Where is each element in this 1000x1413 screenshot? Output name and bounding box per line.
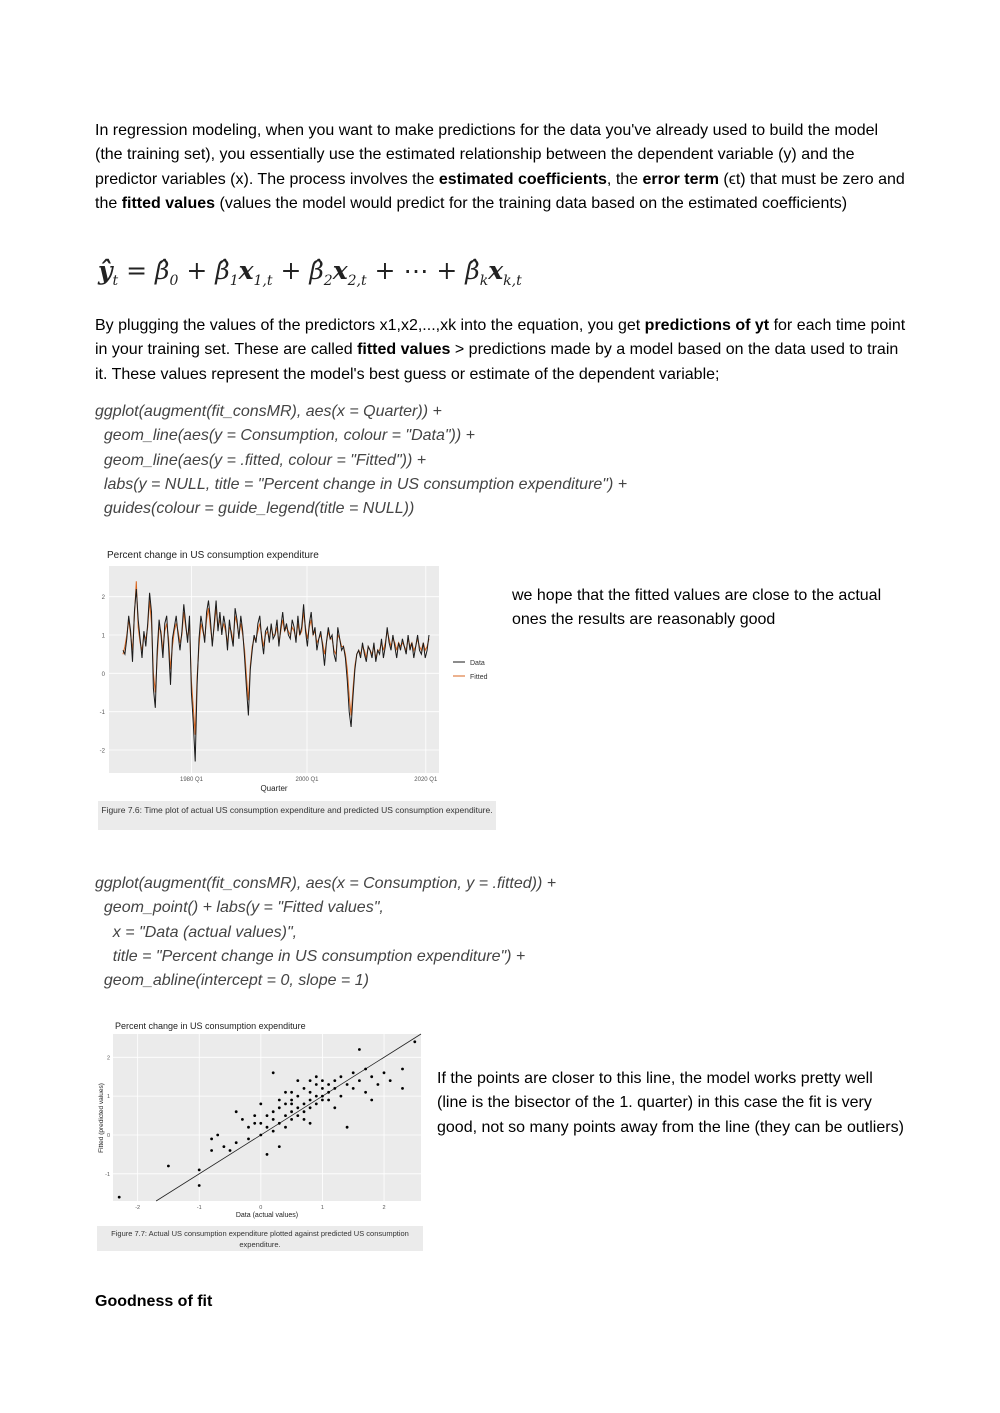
scatter-point bbox=[346, 1083, 349, 1086]
legend-label-fitted: Fitted bbox=[470, 674, 488, 681]
y-tick-label: 1 bbox=[101, 633, 105, 640]
legend-label-data: Data bbox=[470, 660, 485, 667]
scatter-point bbox=[210, 1138, 213, 1141]
x-tick-label: 1980 Q1 bbox=[179, 777, 204, 783]
scatter-chart bbox=[95, 1016, 425, 1224]
scatter-point bbox=[229, 1149, 232, 1152]
scatter-point bbox=[333, 1079, 336, 1082]
scatter-point bbox=[340, 1095, 343, 1098]
para-text: for each time point in your training set. These are called bbox=[95, 317, 906, 359]
comment-timeplot: we hope that the fitted values are close to the actual ones the results are reasonably good bbox=[512, 587, 882, 629]
scatter-point bbox=[321, 1095, 324, 1098]
scatter-point bbox=[413, 1040, 416, 1043]
x-tick-label: 2000 Q1 bbox=[295, 777, 319, 783]
scatter-point bbox=[259, 1103, 262, 1106]
scatter-point bbox=[266, 1114, 269, 1117]
estimated-coefficients-term: estimated coefficients bbox=[438, 170, 607, 188]
scatter-point bbox=[309, 1106, 312, 1109]
scatter-point bbox=[303, 1103, 306, 1106]
scatter-point bbox=[216, 1134, 219, 1137]
intro-text: , the bbox=[606, 170, 643, 188]
code-block-scatter: ggplot(augment(fit_consMR), aes(x = Consumption, y = .fitted)) + geom_point() + labs(y = "Fitted values", x = "Data (actual values)", title = "Percent change in US consumption expenditure") + geom_abline(intercept = 0, slope = 1) bbox=[95, 875, 557, 990]
scatter-point bbox=[223, 1145, 226, 1148]
scatter-point bbox=[315, 1095, 318, 1098]
intro-text: (ϵt) that must be zero and the bbox=[95, 170, 905, 212]
fitted-values-term: fitted values bbox=[121, 194, 216, 212]
scatter-point bbox=[198, 1184, 201, 1187]
section-heading: Goodness of fit bbox=[95, 1293, 213, 1310]
scatter-point bbox=[266, 1153, 269, 1156]
y-tick-label: 0 bbox=[101, 671, 105, 678]
scatter-point bbox=[358, 1048, 361, 1051]
y-tick-label: -1 bbox=[105, 1171, 110, 1178]
scatter-point bbox=[327, 1091, 330, 1094]
scatter-point bbox=[315, 1083, 318, 1086]
x-tick-label: 1 bbox=[320, 1205, 324, 1211]
scatter-point bbox=[327, 1099, 330, 1102]
scatter-point bbox=[284, 1126, 287, 1129]
y-tick-label: 1 bbox=[106, 1094, 110, 1101]
x-axis-label: Data (actual values) bbox=[235, 1212, 299, 1219]
scatter-point bbox=[315, 1075, 318, 1078]
scatter-point bbox=[167, 1165, 170, 1168]
scatter-point bbox=[272, 1118, 275, 1121]
scatter-point bbox=[303, 1118, 306, 1121]
scatter-point bbox=[278, 1106, 281, 1109]
y-tick-label: -2 bbox=[99, 748, 105, 755]
figure-caption-scatter: Figure 7.7: Actual US consumption expenditure plotted against predicted US consumption expenditure. bbox=[97, 1226, 423, 1251]
scatter-point bbox=[383, 1071, 386, 1074]
scatter-point bbox=[278, 1145, 281, 1148]
fitted-values-paragraph bbox=[95, 314, 910, 387]
x-tick-label: 2 bbox=[382, 1205, 386, 1211]
scatter-point bbox=[290, 1099, 293, 1102]
scatter-point bbox=[296, 1106, 299, 1109]
scatter-point bbox=[321, 1079, 324, 1082]
y-tick-label: 2 bbox=[106, 1055, 110, 1062]
scatter-point bbox=[290, 1110, 293, 1113]
scatter-point bbox=[321, 1099, 324, 1102]
scatter-point bbox=[259, 1134, 262, 1137]
scatter-point bbox=[241, 1118, 244, 1121]
scatter-point bbox=[284, 1103, 287, 1106]
scatter-point bbox=[266, 1126, 269, 1129]
scatter-point bbox=[352, 1087, 355, 1090]
scatter-point bbox=[235, 1141, 238, 1144]
x-tick-label: 0 bbox=[259, 1205, 263, 1211]
scatter-point bbox=[309, 1122, 312, 1125]
intro-text: In regression modeling, when you want to make predictions for the data you've already used to build the model (the training set), you essentially use the estimated relationship between the dependent variable (y) and the predictor variables (x). The process involves the bbox=[95, 122, 879, 188]
y-axis-label: Fitted (predicted values) bbox=[98, 1083, 105, 1153]
scatter-point bbox=[272, 1071, 275, 1074]
timeplot-chart bbox=[97, 544, 502, 796]
x-tick-label: -2 bbox=[135, 1205, 141, 1211]
chart-title: Percent change in US consumption expenditure bbox=[115, 1021, 306, 1031]
scatter-point bbox=[364, 1068, 367, 1071]
scatter-point bbox=[309, 1079, 312, 1082]
scatter-point bbox=[290, 1091, 293, 1094]
intro-text: (values the model would predict for the training data based on the estimated coefficients) bbox=[215, 194, 848, 212]
figure-timeplot bbox=[97, 544, 502, 801]
scatter-point bbox=[389, 1079, 392, 1082]
scatter-point bbox=[321, 1087, 324, 1090]
scatter-point bbox=[278, 1099, 281, 1102]
y-tick-label: 0 bbox=[106, 1132, 110, 1139]
y-tick-label: -1 bbox=[99, 710, 105, 717]
scatter-point bbox=[309, 1091, 312, 1094]
scatter-point bbox=[370, 1075, 373, 1078]
scatter-point bbox=[333, 1106, 336, 1109]
scatter-point bbox=[377, 1083, 380, 1086]
x-tick-label: -1 bbox=[196, 1205, 202, 1211]
scatter-point bbox=[364, 1091, 367, 1094]
scatter-point bbox=[296, 1095, 299, 1098]
scatter-point bbox=[272, 1110, 275, 1113]
scatter-point bbox=[253, 1122, 256, 1125]
scatter-point bbox=[296, 1114, 299, 1117]
regression-formula: $ŷ_t$ = $\betâ_0$ + $\betâ_1x_{1,t}$ + $\betâ_2x_{2,t}$ + ⋯ + $\betâ_kx_{k,t}$ bbox=[98, 256, 522, 289]
scatter-point bbox=[259, 1122, 262, 1125]
code-block-timeplot: ggplot(augment(fit_consMR), aes(x = Quarter)) + geom_line(aes(y = Consumption, colour = "Data")) + geom_line(aes(y = .fitted, colour = "Fitted")) + labs(y = NULL, title = "Percent change in US consumption expenditure") + guides(colour = guide_legend(title = NULL)) bbox=[95, 403, 628, 518]
scatter-point bbox=[401, 1068, 404, 1071]
comment-scatter: If the points are closer to this line, the model works pretty well (line is the bisector of the 1. quarter) in this case the fit is very good, not so many points away from the line (they can be outliers) bbox=[437, 1070, 904, 1136]
scatter-point bbox=[235, 1110, 238, 1113]
x-axis-label: Quarter bbox=[260, 784, 288, 793]
scatter-point bbox=[315, 1103, 318, 1106]
scatter-point bbox=[327, 1083, 330, 1086]
scatter-point bbox=[333, 1087, 336, 1090]
plot-panel bbox=[113, 1034, 421, 1201]
scatter-point bbox=[118, 1196, 121, 1199]
scatter-point bbox=[247, 1138, 250, 1141]
fitted-values-term: fitted values bbox=[357, 341, 451, 359]
scatter-point bbox=[309, 1099, 312, 1102]
scatter-point bbox=[272, 1130, 275, 1133]
x-tick-label: 2020 Q1 bbox=[414, 777, 438, 783]
scatter-point bbox=[284, 1091, 287, 1094]
scatter-point bbox=[401, 1087, 404, 1090]
scatter-point bbox=[346, 1126, 349, 1129]
scatter-point bbox=[290, 1103, 293, 1106]
scatter-point bbox=[253, 1114, 256, 1117]
para-text: > predictions made by a model based on the data used to train it. These values represent the model's best guess or estimate of the dependent variable; bbox=[95, 341, 899, 383]
scatter-point bbox=[290, 1118, 293, 1121]
scatter-point bbox=[303, 1087, 306, 1090]
scatter-point bbox=[284, 1114, 287, 1117]
y-tick-label: 2 bbox=[101, 595, 105, 602]
scatter-point bbox=[278, 1122, 281, 1125]
legend bbox=[453, 660, 488, 681]
error-term: error term bbox=[642, 170, 719, 188]
scatter-point bbox=[358, 1079, 361, 1082]
intro-paragraph bbox=[95, 119, 910, 216]
scatter-point bbox=[210, 1149, 213, 1152]
figure-caption-timeplot: Figure 7.6: Time plot of actual US consumption expenditure and predicted US consumption expenditure. bbox=[98, 801, 496, 830]
chart-title: Percent change in US consumption expenditure bbox=[107, 550, 319, 561]
predictions-term: predictions of yt bbox=[644, 317, 770, 334]
scatter-point bbox=[340, 1075, 343, 1078]
scatter-point bbox=[247, 1126, 250, 1129]
scatter-point bbox=[352, 1071, 355, 1074]
scatter-point bbox=[370, 1099, 373, 1102]
figure-scatter bbox=[95, 1016, 425, 1229]
scatter-point bbox=[303, 1110, 306, 1113]
scatter-point bbox=[198, 1169, 201, 1172]
para-text: By plugging the values of the predictors x1,x2,...,xk into the equation, you get bbox=[95, 317, 645, 334]
scatter-point bbox=[296, 1079, 299, 1082]
